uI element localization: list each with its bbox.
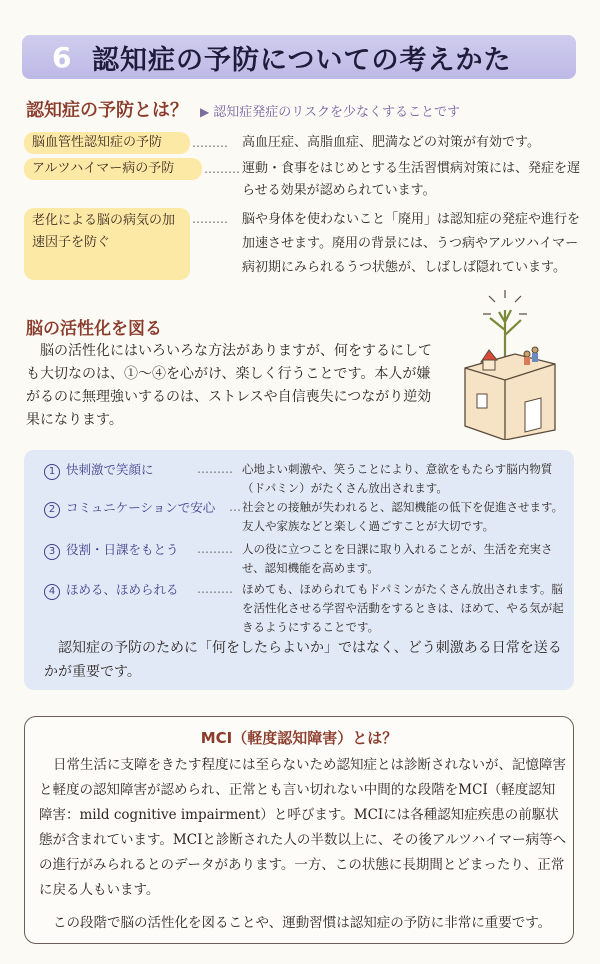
activation-point-text: 心地よい刺激や、笑うことにより、意欲をもたらす脳内物質（ドパミン）がたくさん放出されます。 (242, 462, 553, 495)
mci-conclusion: この段階で脳の活性化を図ることや、運動習慣は認知症の予防に非常に重要です。 (53, 915, 552, 931)
prevention-text: 運動・食事をはじめとする生活習慣病対策には、発症を遅らせる効果が認められています。 (242, 161, 581, 198)
leader-dots: ……… (192, 212, 228, 226)
point-number: 1 (44, 464, 60, 480)
mci-body: 日常生活に支障をきたす程度には至らないため認知症とは診断されないが、記憶障害と軽度の認知障害が認められ、正常とも言い切れない中間的な段階をMCI（軽度認知障害：mild cognitive impairment）と呼びます。MCIには各種認知症疾患の前駆状態が含まれています。MCIと診断された人の半数以上に、その後アルツハイマー病等への進行がみられるとのデータがあります。一方、この状態に長期間とどまったり、正常に戻る人もいます。 (39, 757, 567, 898)
prevention-tag: 老化による脳の病気の加速因子を防ぐ (24, 208, 190, 280)
activation-point-label-text: 役割・日課をもとう (66, 542, 179, 557)
prevention-heading-row (26, 96, 460, 122)
activation-heading: 脳の活性化を図る (26, 319, 162, 339)
leader-dots: ……… (197, 582, 233, 596)
activation-point (44, 498, 572, 536)
prevention-item (24, 132, 582, 154)
prevention-item (24, 208, 582, 280)
activation-point (44, 580, 572, 637)
activation-point-text: 社会との接触が失われると、認知機能の低下を促進させます。友人や家族などと楽しく過ごすことが大切です。 (242, 500, 564, 533)
prevention-heading: 認知症の予防とは？ (26, 100, 188, 121)
activation-point-label-text: 快刺激で笑顔に (66, 462, 154, 477)
activation-point-label (44, 498, 226, 536)
activation-body: 脳の活性化にはいろいろな方法がありますが、何をするにしても大切なのは、①～④を心がけ、楽しく行うことです。本人が嫌がるのに無理強いするのは、ストレスや自信喪失につながり逆効果になります。 (26, 343, 432, 428)
activation-point-label-text: ほめる、ほめられる (66, 582, 179, 597)
activation-point-text: ほめても、ほめられてもドパミンがたくさん放出されます。脳を活性化させる学習や活動をするときは、ほめて、やる気が起きるようにすることです。 (242, 582, 564, 634)
prevention-tag: アルツハイマー病の予防 (24, 158, 202, 180)
point-number: 2 (44, 502, 60, 518)
leader-dots: … (229, 500, 241, 514)
activation-point-label (44, 540, 194, 578)
point-number: 3 (44, 544, 60, 560)
activation-point-text: 人の役に立つことを日課に取り入れることが、生活を充実させ、認知機能を高めます。 (242, 542, 553, 575)
mci-box (24, 716, 574, 944)
section-number: 6 (52, 40, 72, 74)
leader-dots: ……… (197, 462, 233, 476)
prevention-tag: 脳血管性認知症の予防 (24, 132, 190, 154)
section-banner (22, 35, 576, 79)
leader-dots: ……… (197, 542, 233, 556)
activation-point-label-text: コミュニケーションで安心 (66, 500, 216, 515)
prevention-item (24, 158, 582, 202)
prevention-text: 高血圧症、高脂血症、肥満などの対策が有効です。 (242, 135, 540, 150)
point-number: 4 (44, 584, 60, 600)
prevention-subtitle: 認知症発症のリスクを少なくすることです (213, 105, 460, 120)
activation-point-label (44, 460, 194, 498)
activation-point (44, 460, 572, 498)
leader-dots: ……… (204, 162, 240, 176)
activation-point-label (44, 580, 194, 637)
leader-dots: ……… (192, 136, 228, 150)
prevention-text: 脳や身体を使わないこと「廃用」は認知症の発症や進行を加速させます。廃用の背景には、うつ病やアルツハイマー病初期にみられるうつ状態が、しばしば隠れています。 (242, 212, 581, 275)
activation-point (44, 540, 572, 578)
house-tree-illustration (455, 290, 565, 440)
activation-note: 認知症の予防のために「何をしたらよいか」ではなく、どう刺激ある日常を送るかが重要です。 (44, 640, 562, 680)
triangle-arrow-icon: ▶ (200, 105, 210, 119)
mci-title: MCI（軽度認知障害）とは？ (200, 729, 398, 747)
page-title: 認知症の予防についての考えかた (92, 44, 512, 76)
